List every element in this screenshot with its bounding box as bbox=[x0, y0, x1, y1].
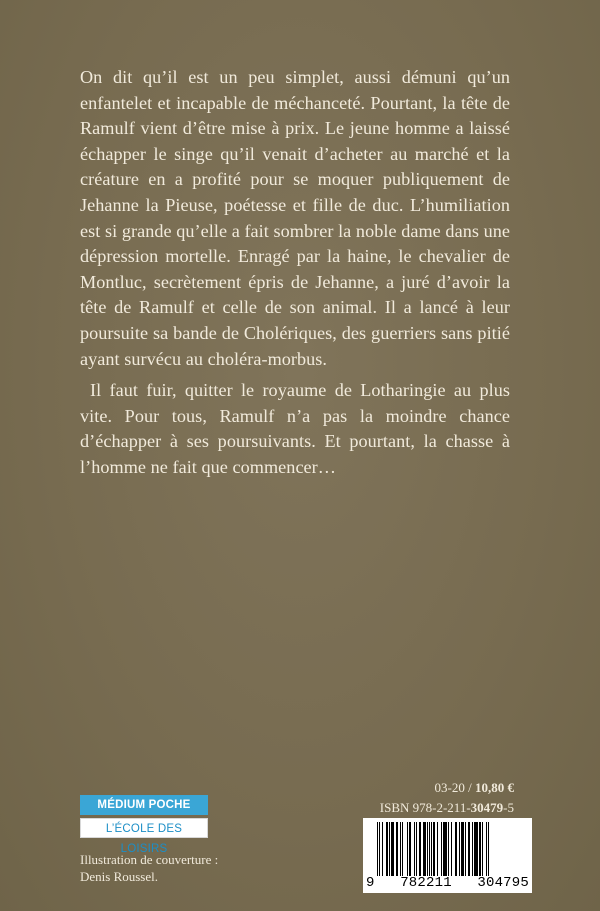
isbn-bold: 30479 bbox=[470, 800, 504, 815]
price-code: 03-20 / bbox=[434, 780, 475, 795]
barcode-bar bbox=[423, 822, 426, 876]
barcode-bar bbox=[441, 822, 442, 876]
barcode-bar bbox=[472, 822, 473, 876]
blurb-paragraph-2: Il faut fuir, quitter le royaume de Lotharingie au plus vite. Pour tous, Ramulf n’a pas la moindre chance d’échapper à ses poursuivants. Et pourtant, la chasse à l’homme ne fait que commencer… bbox=[80, 380, 510, 477]
credit-line-2: Denis Roussel. bbox=[80, 869, 158, 884]
barcode-group-2: 304795 bbox=[477, 875, 529, 891]
barcode-bar bbox=[486, 822, 487, 876]
barcode-bar bbox=[419, 822, 421, 876]
barcode-bars bbox=[363, 818, 532, 876]
barcode-bar bbox=[474, 822, 478, 876]
barcode-bar bbox=[396, 822, 398, 876]
barcode-bar bbox=[391, 822, 394, 876]
price-value: 10,80 € bbox=[475, 780, 514, 795]
series-label: MÉDIUM POCHE bbox=[80, 795, 208, 815]
barcode-bar bbox=[461, 822, 464, 876]
barcode-bar bbox=[389, 822, 390, 876]
isbn-suffix: -5 bbox=[503, 800, 514, 815]
barcode-bar bbox=[465, 822, 466, 876]
collection-logo bbox=[80, 795, 208, 855]
barcode-digits bbox=[366, 875, 529, 891]
credit-line-1: Illustration de couverture : bbox=[80, 852, 219, 867]
barcode-bar bbox=[402, 822, 403, 876]
barcode-group-1: 782211 bbox=[400, 875, 452, 891]
barcode-bar bbox=[407, 822, 408, 876]
barcode-bar bbox=[400, 822, 401, 876]
barcode-bar bbox=[479, 822, 481, 876]
barcode-bar bbox=[377, 822, 378, 876]
barcode-bar bbox=[414, 822, 415, 876]
barcode-bar bbox=[488, 822, 489, 876]
barcode bbox=[363, 818, 532, 893]
blurb-text bbox=[80, 65, 510, 487]
barcode-bar bbox=[429, 822, 430, 876]
illustration-credit bbox=[80, 851, 218, 885]
barcode-bar bbox=[416, 822, 417, 876]
barcode-bar bbox=[455, 822, 457, 876]
barcode-bar bbox=[379, 822, 380, 876]
barcode-bar bbox=[427, 822, 428, 876]
barcode-bar bbox=[451, 822, 452, 876]
price-line bbox=[435, 780, 514, 796]
barcode-bar bbox=[409, 822, 411, 876]
barcode-bar bbox=[482, 822, 483, 876]
barcode-bar bbox=[459, 822, 460, 876]
barcode-bar bbox=[433, 822, 435, 876]
barcode-bar bbox=[382, 822, 383, 876]
barcode-bar bbox=[431, 822, 432, 876]
publisher-label: L’ÉCOLE DES LOISIRS bbox=[80, 818, 208, 838]
blurb-paragraph-1: On dit qu’il est un peu simplet, aussi démuni qu’un enfantelet et incapable de méchanceté. Pourtant, la tête de Ramulf vient d’être mise à prix. Le jeune homme a laissé échapper le singe qu’il venait d’acheter au marché et la créature en a profité pour se moquer publiquement de Jehanne la Pieuse, poétesse et fille de duc. L’humiliation est si grande qu’elle a fait sombrer la noble dame dans une dépression mortelle. Enragé par la haine, le chevalier de Montluc, secrètement épris de Jehanne, a juré d’avoir la tête de Ramulf et celle de son animal. Il a lancé à leur poursuite sa bande de Cholériques, des guerriers sans pitié ayant survécu au choléra-morbus. bbox=[80, 67, 510, 369]
barcode-bar bbox=[386, 822, 388, 876]
barcode-bar bbox=[437, 822, 438, 876]
barcode-bar bbox=[448, 822, 449, 876]
barcode-lead-digit: 9 bbox=[366, 875, 375, 891]
barcode-bar bbox=[443, 822, 447, 876]
isbn-prefix: ISBN 978-2-211- bbox=[379, 800, 471, 815]
barcode-bar bbox=[468, 822, 470, 876]
isbn-line bbox=[380, 800, 514, 816]
